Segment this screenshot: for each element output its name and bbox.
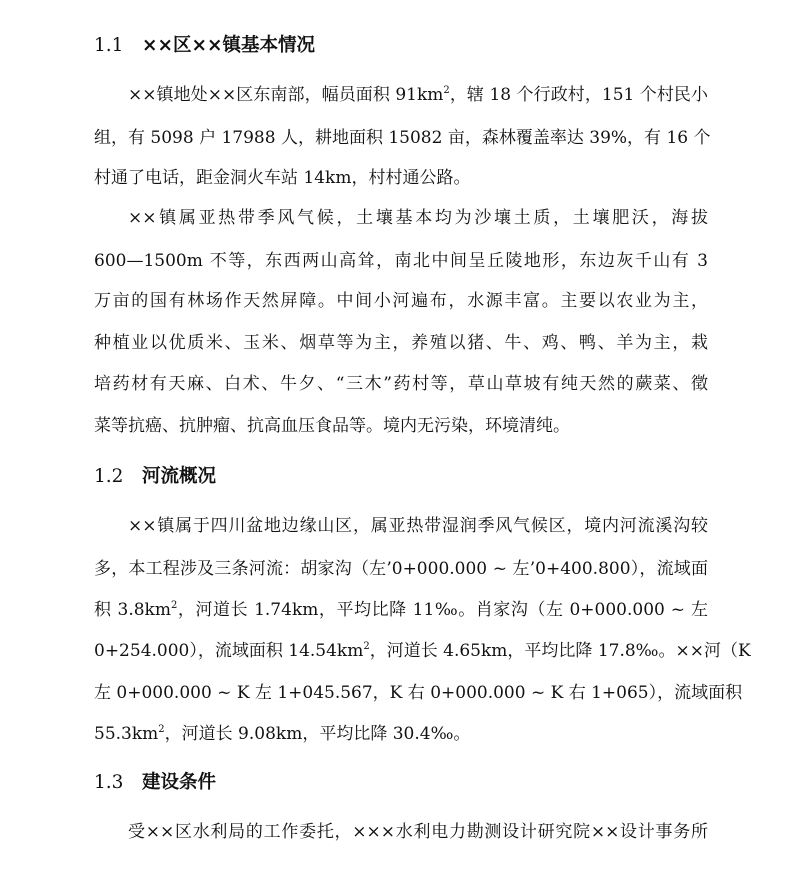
section-number: 1.1 [94,35,124,56]
paragraph-line: $55.3km^2$，河道长 9.08km，平均比降 30.4‰。 [94,724,471,744]
paragraph-line: 左 0+000.000 ~ K 左 1+045.567，K 右 0+000.000 ~ K 右 1+065），流域面积 [94,683,743,703]
paragraph-line: ××镇属亚热带季风气候，土壤基本均为沙壤土质，土壤肥沃，海拔 [128,208,708,228]
section-number: 1.2 [94,466,124,487]
paragraph-line: ××镇地处××区东南部，幅员面积 $91km^2$，辖 18 个行政村，151 个村民小 [128,85,709,105]
paragraph-line: 积 $3.8km^2$，河道长 1.74km，平均比降 11‰。肖家沟（左 0+000.000 ~ 左 [94,600,708,620]
section-heading-1-1 [94,34,315,58]
paragraph-line: 村通了电话，距金洞火车站 14km，村村通公路。 [94,168,471,188]
paragraph-line: 受××区水利局的工作委托，×××水利电力勘测设计研究院××设计事务所 [128,822,708,842]
paragraph-line: 万亩的国有林场作天然屏障。中间小河遍布，水源丰富。主要以农业为主， [94,291,708,311]
paragraph-line: ××镇属于四川盆地边缘山区，属亚热带湿润季风气候区，境内河流溪沟较 [128,516,708,536]
paragraph-line: 种植业以优质米、玉米、烟草等为主，养殖以猪、牛、鸡、鸭、羊为主，栽 [94,333,708,353]
paragraph-line: 多，本工程涉及三条河流：胡家沟（左’0+000.000 ~ 左’0+400.800），流域面 [94,559,708,579]
paragraph-line: 菜等抗癌、抗肿瘤、抗高血压食品等。境内无污染，环境清纯。 [94,416,570,436]
section-heading-1-3 [94,771,216,795]
paragraph-line: 组，有 5098 户 17988 人，耕地面积 15082 亩，森林覆盖率达 39%，有 16 个 [94,128,711,148]
section-title: 建设条件 [142,772,217,793]
paragraph-line: 0+254.000），流域面积 $14.54km^2$，河道长 4.65km，平均比降 17.8‰。××河（K [94,641,751,661]
paragraph-line: 培药材有天麻、白术、牛夕、“三木”药村等，草山草坡有纯天然的蕨菜、徵 [94,374,708,394]
section-title: 河流概况 [142,466,217,487]
paragraph-line: 600—1500m 不等，东西两山高耸，南北中间呈丘陵地形，东边灰千山有 3 [94,251,708,271]
section-title: ××区××镇基本情况 [142,35,316,56]
section-number: 1.3 [94,772,124,793]
section-heading-1-2 [94,465,216,489]
